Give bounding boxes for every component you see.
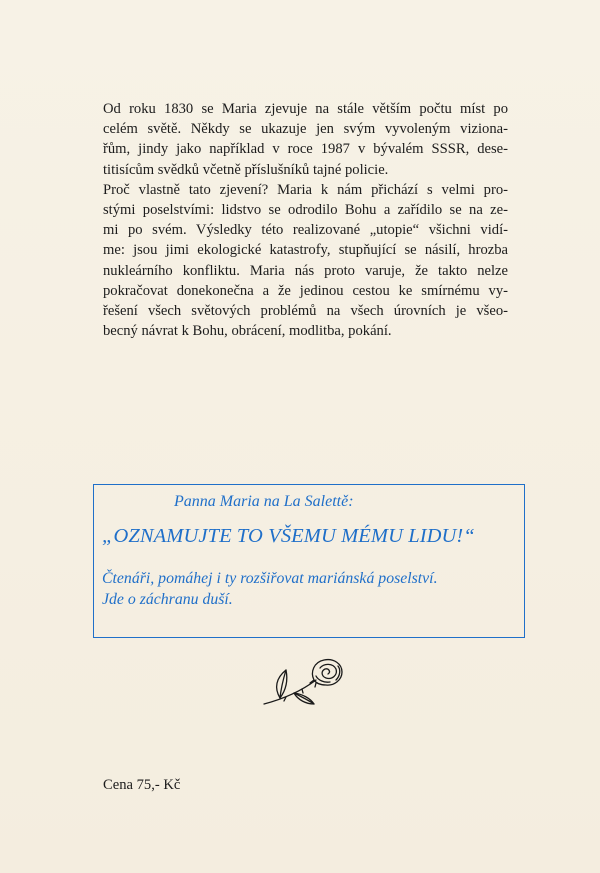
text-line: celém světě. Někdy se ukazuje jen svým vyvoleným viziona-: [103, 121, 508, 138]
text-line: řům, jindy jako například v roce 1987 v bývalém SSSR, dese-: [103, 141, 508, 158]
message-appeal: [102, 568, 438, 610]
text-line: nukleárního konfliktu. Maria nás proto varuje, že takto nelze: [103, 262, 508, 279]
text-line: titisícům svědků včetně příslušníků tajné policie.: [103, 161, 389, 178]
appeal-line: Jde o záchranu duší.: [102, 591, 233, 608]
price-label: Cena 75,- Kč: [103, 777, 181, 793]
message-box: [93, 484, 525, 638]
text-line: stými poselstvími: lidstvo se odrodilo Bohu a zařídilo se na ze-: [103, 202, 508, 219]
text-line: řešení všech světových problémů na všech úrovních je všeo-: [103, 303, 508, 320]
text-line: Proč vlastně tato zjevení? Maria k nám přichází s velmi pro-: [103, 181, 508, 198]
text-line: mi po svém. Výsledky této realizované „utopie“ všichni vidí-: [103, 222, 508, 239]
text-line: me: jsou jimi ekologické katastrofy, stupňující se násilí, hrozba: [103, 242, 508, 259]
message-slogan: „OZNAMUJTE TO VŠEMU MÉMU LIDU!“: [102, 525, 475, 547]
message-heading: Panna Maria na La Salettě:: [174, 493, 354, 510]
text-line: becný návrat k Bohu, obrácení, modlitba, pokání.: [103, 323, 392, 340]
text-line: pokračovat donekonečna a že jedinou cestou ke smírnému vy-: [103, 282, 508, 299]
appeal-line: Čtenáři, pomáhej i ty rozšiřovat mariánská poselství.: [102, 570, 438, 587]
rose-icon: [258, 654, 348, 714]
description-text: [103, 99, 508, 341]
text-line: Od roku 1830 se Maria zjevuje na stále větším počtu míst po: [103, 101, 508, 117]
